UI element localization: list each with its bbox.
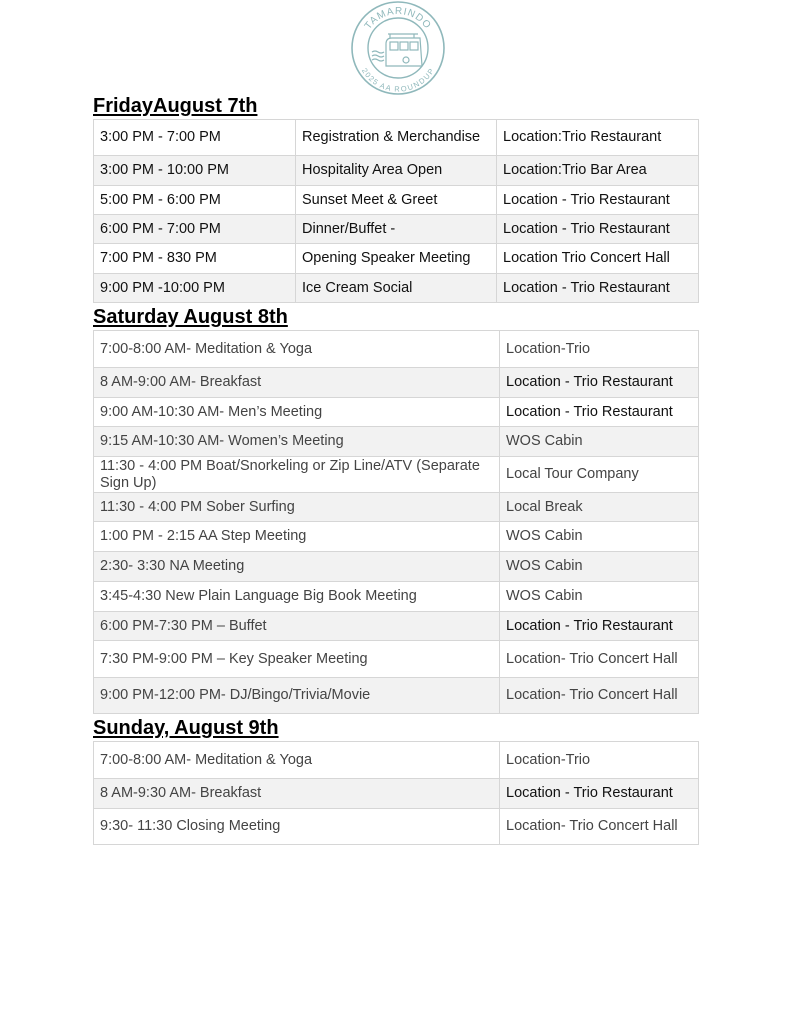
table-row xyxy=(94,427,699,457)
event-cell: 9:15 AM-10:30 AM- Women’s Meeting xyxy=(94,427,500,457)
location-cell: WOS Cabin xyxy=(500,582,699,612)
location-cell: Location - Trio Restaurant xyxy=(500,398,699,427)
event-cell: 1:00 PM - 2:15 AA Step Meeting xyxy=(94,522,500,552)
event-cell: Dinner/Buffet - xyxy=(296,215,497,244)
event-cell: 2:30- 3:30 NA Meeting xyxy=(94,552,500,582)
table-row xyxy=(94,156,699,186)
table-row xyxy=(94,742,699,779)
table-row xyxy=(94,552,699,582)
event-cell: 3:45-4:30 New Plain Language Big Book Meeting xyxy=(94,582,500,612)
location-cell: WOS Cabin xyxy=(500,427,699,457)
event-cell: 7:00-8:00 AM- Meditation & Yoga xyxy=(94,331,500,368)
location-cell: Local Tour Company xyxy=(500,457,699,493)
table-row xyxy=(94,186,699,215)
table-row xyxy=(94,398,699,427)
logo-top-text: TAMARINDO xyxy=(362,5,434,32)
location-cell: Location - Trio Restaurant xyxy=(500,779,699,809)
event-cell: 9:00 AM-10:30 AM- Men’s Meeting xyxy=(94,398,500,427)
location-cell: Location - Trio Restaurant xyxy=(497,274,699,303)
event-cell: Hospitality Area Open xyxy=(296,156,497,186)
event-cell: Ice Cream Social xyxy=(296,274,497,303)
location-cell: Location - Trio Restaurant xyxy=(500,612,699,641)
time-cell: 9:00 PM -10:00 PM xyxy=(94,274,296,303)
table-row xyxy=(94,809,699,845)
location-cell: Location - Trio Restaurant xyxy=(497,186,699,215)
table-row xyxy=(94,678,699,714)
friday-heading: FridayAugust 7th xyxy=(93,95,258,117)
location-cell: Location- Trio Concert Hall xyxy=(500,678,699,714)
location-cell: Location-Trio xyxy=(500,742,699,779)
event-cell: 8 AM-9:00 AM- Breakfast xyxy=(94,368,500,398)
time-cell: 5:00 PM - 6:00 PM xyxy=(94,186,296,215)
location-cell: Location- Trio Concert Hall xyxy=(500,641,699,678)
time-cell: 3:00 PM - 10:00 PM xyxy=(94,156,296,186)
table-row xyxy=(94,493,699,522)
logo-bottom-text: 2025 AA ROUNDUP xyxy=(359,66,437,94)
saturday-heading: Saturday August 8th xyxy=(93,306,288,328)
tamarindo-roundup-logo xyxy=(350,0,446,96)
location-cell: Location Trio Concert Hall xyxy=(497,244,699,274)
event-cell: 7:00-8:00 AM- Meditation & Yoga xyxy=(94,742,500,779)
location-cell: WOS Cabin xyxy=(500,522,699,552)
table-row xyxy=(94,274,699,303)
event-cell: Opening Speaker Meeting xyxy=(296,244,497,274)
location-cell: Location- Trio Concert Hall xyxy=(500,809,699,845)
event-cell: 11:30 - 4:00 PM Boat/Snorkeling or Zip Line/ATV (Separate Sign Up) xyxy=(94,457,500,493)
saturday-schedule-table xyxy=(93,330,699,714)
time-cell: 3:00 PM - 7:00 PM xyxy=(94,120,296,156)
table-row xyxy=(94,368,699,398)
sunday-schedule-table xyxy=(93,741,699,845)
event-cell: Registration & Merchandise xyxy=(296,120,497,156)
location-cell: Location-Trio xyxy=(500,331,699,368)
time-cell: 6:00 PM - 7:00 PM xyxy=(94,215,296,244)
van-icon xyxy=(372,34,422,66)
svg-text:2025 AA ROUNDUP xyxy=(360,66,436,93)
table-row xyxy=(94,612,699,641)
table-row xyxy=(94,215,699,244)
event-cell: Sunset Meet & Greet xyxy=(296,186,497,215)
location-cell: WOS Cabin xyxy=(500,552,699,582)
event-cell: 8 AM-9:30 AM- Breakfast xyxy=(94,779,500,809)
table-row xyxy=(94,582,699,612)
location-cell: Location - Trio Restaurant xyxy=(497,215,699,244)
event-cell: 7:30 PM-9:00 PM – Key Speaker Meeting xyxy=(94,641,500,678)
sunday-heading: Sunday, August 9th xyxy=(93,717,279,739)
event-cell: 9:00 PM-12:00 PM- DJ/Bingo/Trivia/Movie xyxy=(94,678,500,714)
table-row xyxy=(94,522,699,552)
event-cell: 6:00 PM-7:30 PM – Buffet xyxy=(94,612,500,641)
table-row xyxy=(94,641,699,678)
location-cell: Location:Trio Bar Area xyxy=(497,156,699,186)
table-row xyxy=(94,457,699,493)
location-cell: Location:Trio Restaurant xyxy=(497,120,699,156)
friday-schedule-table xyxy=(93,119,699,303)
location-cell: Local Break xyxy=(500,493,699,522)
event-cell: 9:30- 11:30 Closing Meeting xyxy=(94,809,500,845)
table-row xyxy=(94,779,699,809)
table-row xyxy=(94,120,699,156)
table-row xyxy=(94,331,699,368)
event-cell: 11:30 - 4:00 PM Sober Surfing xyxy=(94,493,500,522)
table-row xyxy=(94,244,699,274)
time-cell: 7:00 PM - 830 PM xyxy=(94,244,296,274)
location-cell: Location - Trio Restaurant xyxy=(500,368,699,398)
